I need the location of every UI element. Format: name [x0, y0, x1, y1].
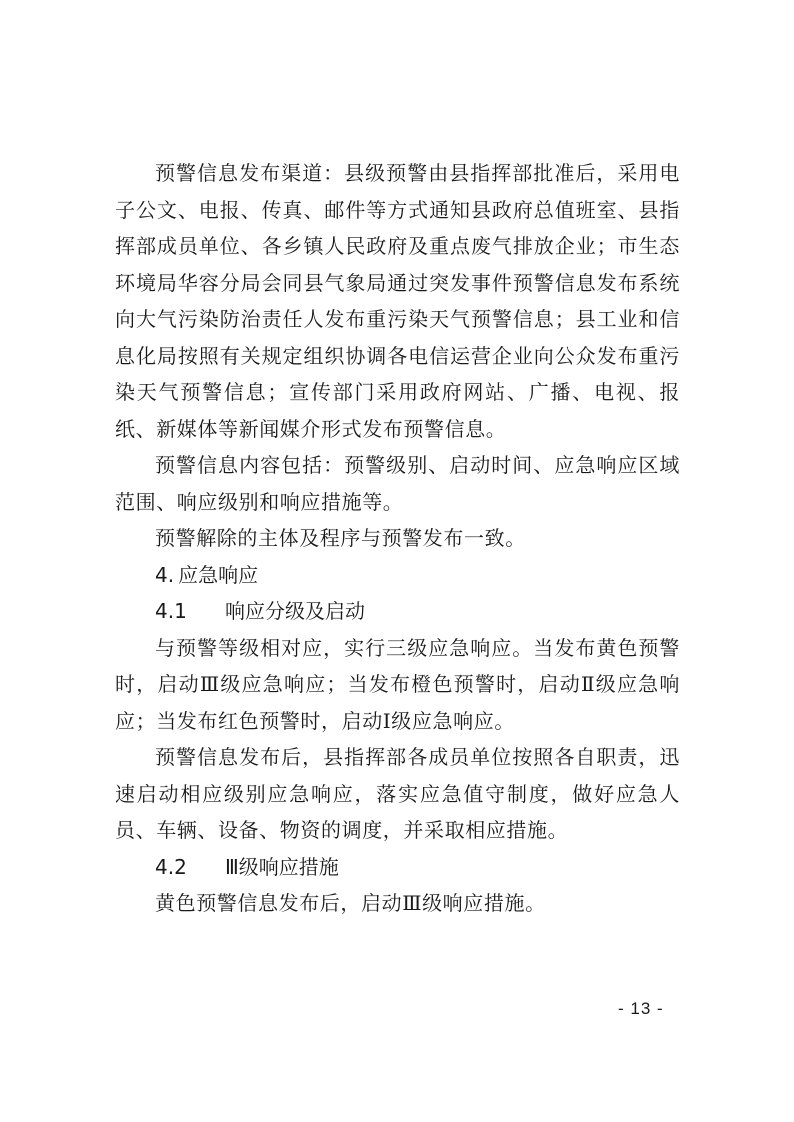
paragraph-warning-channels: 预警信息发布渠道：县级预警由县指挥部批准后，采用电子公文、电报、传真、邮件等方式通知县政府总值班室、县指挥部成员单位、各乡镇人民政府及重点废气排放企业；市生态环境局华容分局会同县气象局通过突发事件预警信息发布系统向大气污染防治责任人发布重污染天气预警信息；县工业和信息化局按照有关规定组织协调各电信运营企业向公众发布重污染天气预警信息；宣传部门采用政府网站、广播、电视、报纸、新媒体等新闻媒介形式发布预警信息。	[115, 161, 680, 441]
subsection-title: Ⅲ级响应措施	[225, 854, 339, 879]
subsection-title: 响应分级及启动	[225, 599, 365, 623]
subsection-number: 4.2	[155, 854, 187, 879]
paragraph-response-levels: 与预警等级相对应，实行三级应急响应。当发布黄色预警时，启动Ⅲ级应急响应；当发布橙色预警时，启动Ⅱ级应急响应；当发布红色预警时，启动Ⅰ级应急响应。	[115, 635, 680, 733]
paragraph-warning-content: 预警信息内容包括：预警级别、启动时间、应急响应区域范围、响应级别和响应措施等。	[115, 453, 680, 514]
paragraph-response-startup: 预警信息发布后，县指挥部各成员单位按照各自职责，迅速启动相应级别应急响应，落实应急值守制度，做好应急人员、车辆、设备、物资的调度，并采取相应措施。	[115, 745, 680, 842]
paragraph-yellow-warning: 黄色预警信息发布后，启动Ⅲ级响应措施。	[155, 891, 546, 915]
subsection-heading-response-levels	[115, 593, 680, 630]
page-number: - 13 -	[618, 999, 664, 1018]
subsection-number: 4.1	[155, 599, 187, 623]
paragraph-warning-release: 预警解除的主体及程序与预警发布一致。	[155, 526, 526, 550]
section-heading-emergency-response	[115, 557, 680, 594]
section-title: 应急响应	[178, 562, 259, 587]
document-body	[115, 155, 680, 922]
subsection-heading-level3-measures	[115, 849, 680, 886]
section-number: 4.	[155, 562, 175, 587]
